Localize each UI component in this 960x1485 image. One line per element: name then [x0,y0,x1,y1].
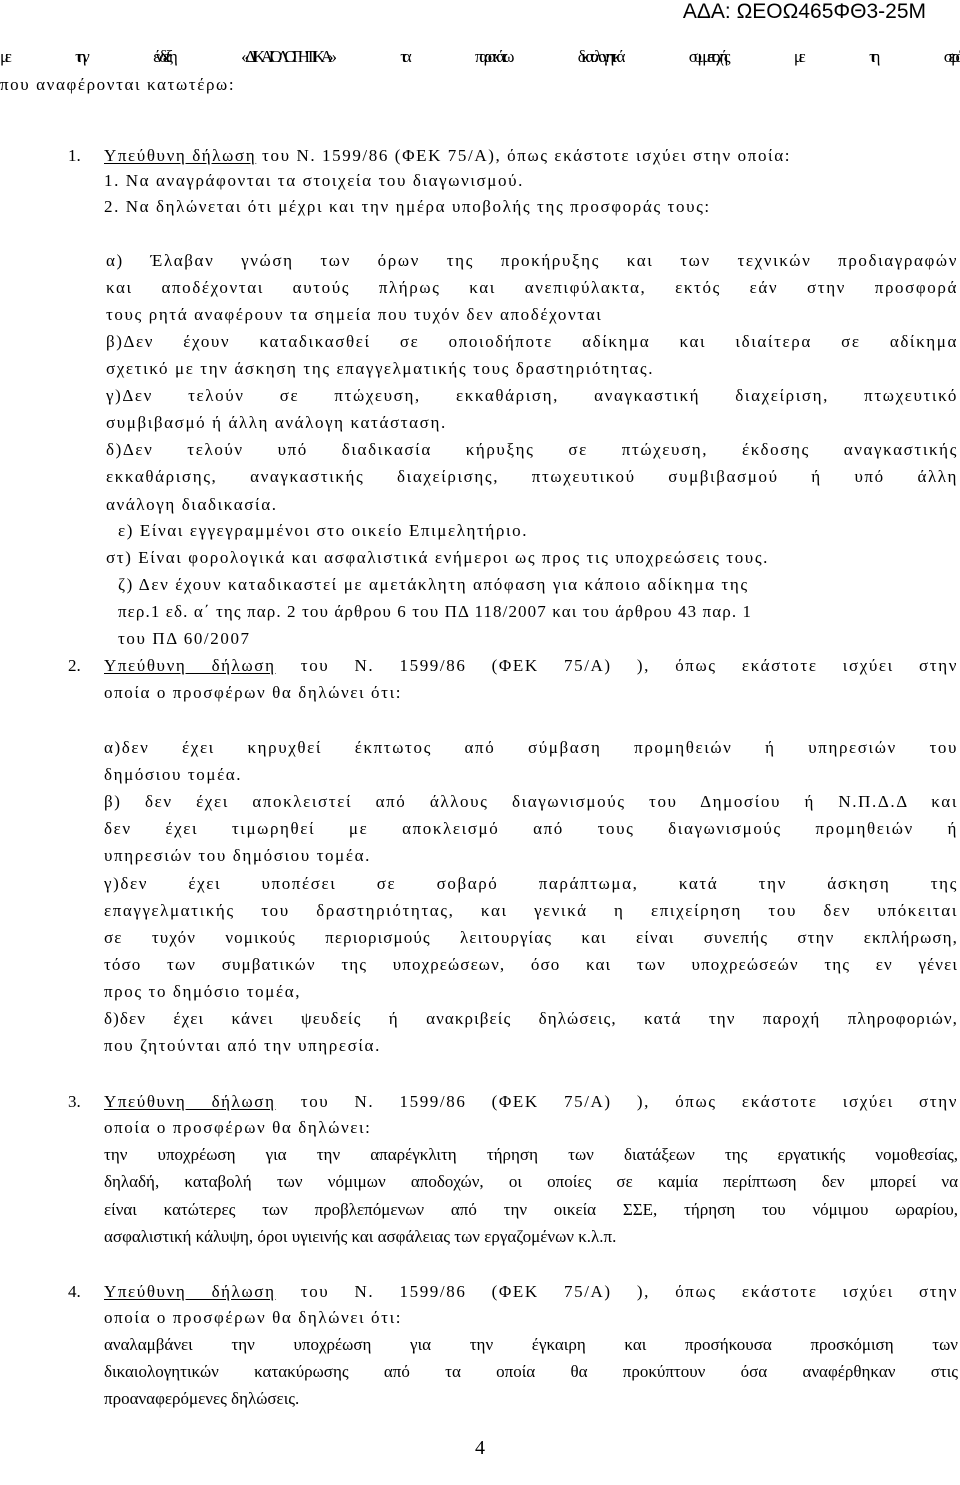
item-4-body-1: αναλαμβάνει την υποχρέωση για την έγκαιρη και προσήκουσα προσκόμιση των [104,1335,958,1354]
point-d-line-1: δ)Δεν τελούν υπό διαδικασία κήρυξης σε πτώχευση, έκδοσης αναγκαστικής [106,440,958,459]
point-a-line-2: και αποδέχονται αυτούς πλήρως και ανεπιφύλακτα, εκτός εάν στην προσφορά [106,278,958,297]
point-z-line-2: περ.1 εδ. α΄ της παρ. 2 του άρθρου 6 του ΠΔ 118/2007 και του άρθρου 43 παρ. 1 [118,602,753,621]
intro-line-2: που αναφέρονται κατωτέρω: [0,75,236,94]
item-2-point-b-line-3: υπηρεσιών του δημόσιου τομέα. [104,846,371,865]
item-3-body-4: ασφαλιστική κάλυψη, όροι υγιεινής και ασφάλειας των εργαζομένων κ.λ.π. [104,1227,617,1246]
item-2-point-d-line-2: που ζητούνται από την υπηρεσία. [104,1036,381,1055]
item-1-sub-1: 1. Να αναγράφονται τα στοιχεία του διαγωνισμού. [104,171,524,190]
item-2-point-c-line-2: επαγγελματικής του δραστηριότητας, και γενικά η επιχείρηση του δεν υπόκειται [104,901,958,920]
item-4-title: Υπεύθυνη δήλωση [104,1282,276,1301]
item-4-number: 4. [68,1282,81,1301]
ada-code: ΑΔΑ: ΩΕΟΩ465ΦΘ3-25Μ [682,0,926,23]
item-4-body-2: δικαιολογητικών κατακύρωσης από τα οποία θα προκύπτουν όσα αναφέρθηκαν στις [104,1362,958,1381]
item-2-point-c-line-4: τόσο των συμβατικών της υποχρεώσεων, όσο και των υποχρεώσεών της εν γένει [104,955,958,974]
item-2-point-a-line-2: δημόσιου τομέα. [104,765,243,784]
item-2-point-b-line-2: δεν έχει τιμωρηθεί με αποκλεισμό από τους διαγωνισμούς προμηθειών ή [104,819,958,838]
point-c-line-2: συμβιβασμό ή άλλη ανάλογη κατάσταση. [106,413,447,432]
item-2-point-d-line-1: δ)δεν έχει κάνει ψευδείς ή ανακριβείς δηλώσεις, κατά την παροχή πληροφοριών, [104,1009,958,1028]
item-4-line-2: οποία ο προσφέρων θα δηλώνει ότι: [104,1308,403,1327]
item-1-title: Υπεύθυνη δήλωση [104,146,257,165]
item-2-heading [104,655,958,677]
point-c-line-1: γ)Δεν τελούν σε πτώχευση, εκκαθάριση, αναγκαστική διαχείριση, πτωχευτικό [106,386,958,405]
point-a-line-3: τους ρητά αναφέρουν τα σημεία που τυχόν δεν αποδέχονται [106,305,603,324]
intro-line-1: με την ένδειξη «ΔΙΚΑΙΟΛΟΓΗΤΙΚΑ» τα παρακάτω δικαιολογητικά συμμετοχής με τη σειρά [0,47,960,66]
item-3-heading [104,1091,958,1113]
item-4-heading [104,1281,958,1303]
item-3-body-3: είναι κατώτερες των προβλεπόμενων από την οικεία ΣΣΕ, τήρηση του νόμιμου ωραρίου, [104,1200,958,1219]
item-2-title: Υπεύθυνη δήλωση [104,656,276,675]
item-2-point-b-line-1: β) δεν έχει αποκλειστεί από άλλους διαγωνισμούς του Δημοσίου ή Ν.Π.Δ.Δ και [104,792,958,811]
item-3-body-1: την υποχρέωση για την απαρέγκλιτη τήρηση των διατάξεων της εργατικής νομοθεσίας, [104,1145,958,1164]
item-3-heading-rest: του Ν. 1599/86 (ΦΕΚ 75/Α) ), όπως εκάστοτε ισχύει στην [275,1092,958,1111]
point-d-line-3: ανάλογη διαδικασία. [106,495,278,514]
point-e-line-1: ε) Είναι εγγεγραμμένοι στο οικείο Επιμελητήριο. [118,521,529,540]
item-3-title: Υπεύθυνη δήλωση [104,1092,276,1111]
item-2-line-2: οποία ο προσφέρων θα δηλώνει ότι: [104,683,403,702]
item-1-heading [104,145,791,167]
item-2-heading-rest: του Ν. 1599/86 (ΦΕΚ 75/Α) ), όπως εκάστοτε ισχύει στην [275,656,958,675]
item-2-point-c-line-3: σε τυχόν νομικούς περιορισμούς λειτουργίας και είναι συνεπής στην εκπλήρωση, [104,928,958,947]
point-b-line-1: β)Δεν έχουν καταδικασθεί σε οποιοδήποτε αδίκημα και ιδιαίτερα σε αδίκημα [106,332,958,351]
item-1-sub-2: 2. Να δηλώνεται ότι μέχρι και την ημέρα υποβολής της προσφοράς τους: [104,197,711,216]
item-4-heading-rest: του Ν. 1599/86 (ΦΕΚ 75/Α) ), όπως εκάστοτε ισχύει στην [275,1282,958,1301]
item-3-line-2: οποία ο προσφέρων θα δηλώνει: [104,1118,372,1137]
page-number: 4 [475,1437,485,1459]
point-d-line-2: εκκαθάρισης, αναγκαστικής διαχείρισης, πτωχευτικού συμβιβασμού ή υπό άλλη [106,467,958,486]
item-2-point-a-line-1: α)δεν έχει κηρυχθεί έκπτωτος από σύμβαση προμηθειών ή υπηρεσιών του [104,738,958,757]
item-1-number: 1. [68,146,81,165]
point-a-line-1: α) Έλαβαν γνώση των όρων της προκήρυξης και των τεχνικών προδιαγραφών [106,251,958,270]
item-2-point-c-line-1: γ)δεν έχει υποπέσει σε σοβαρό παράπτωμα, κατά την άσκηση της [104,874,958,893]
item-2-point-c-line-5: προς το δημόσιο τομέα, [104,982,302,1001]
item-4-body-3: προαναφερόμενες δηλώσεις. [104,1389,300,1408]
point-st-line-1: στ) Είναι φορολογικά και ασφαλιστικά ενήμεροι ως προς τις υποχρεώσεις τους. [106,548,769,567]
point-z-line-1: ζ) Δεν έχουν καταδικαστεί με αμετάκλητη απόφαση για κάποιο αδίκημα της [118,575,749,594]
item-3-body-2: δηλαδή, καταβολή των νόμιμων αποδοχών, οι οποίες σε καμία περίπτωση δεν μπορεί να [104,1172,958,1191]
item-3-number: 3. [68,1092,81,1111]
point-z-line-3: του ΠΔ 60/2007 [118,629,251,648]
point-b-line-2: σχετικό με την άσκηση της επαγγελματικής τους δραστηριότητας. [106,359,655,378]
item-1-heading-rest: του Ν. 1599/86 (ΦΕΚ 75/Α), όπως εκάστοτε ισχύει στην οποία: [256,146,792,165]
item-2-number: 2. [68,656,81,675]
